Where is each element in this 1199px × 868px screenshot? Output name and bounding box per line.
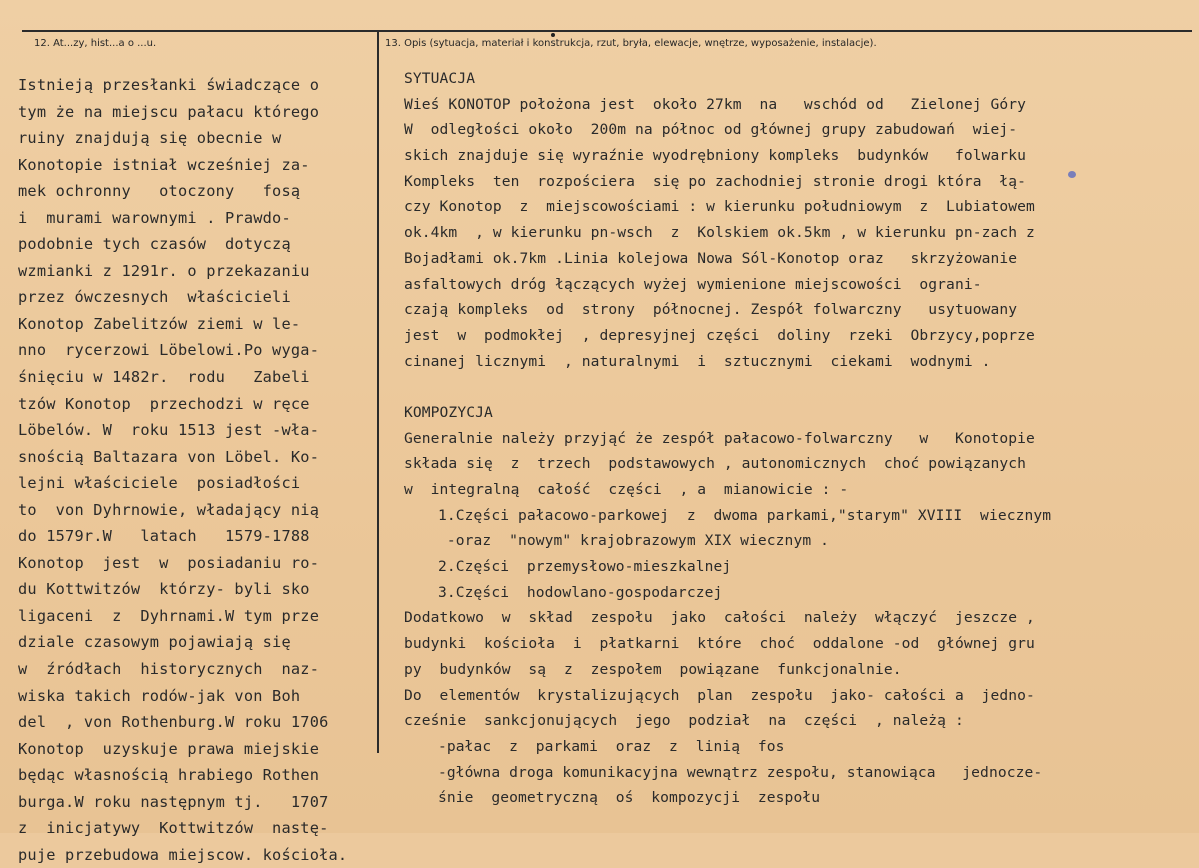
history-line: z inicjatywy Kottwitzów nastę- — [18, 819, 329, 838]
situation-line: czają kompleks od strony północnej. Zespół folwarczny usytuowany — [404, 301, 1018, 319]
part-item: 1.Części pałacowo-parkowej z dwoma parkami,"starym" XVIII wiecznym — [438, 506, 1052, 524]
field-13-header: 13. Opis (sytuacja, materiał i konstrukcja, rzut, bryła, elewacje, wnętrze, wyposażenie, instalacje). — [385, 38, 877, 49]
history-line: puje przebudowa miejscow. kościoła. — [18, 845, 348, 864]
extra-line: py budynków są z zespołem powiązane funkcjonalnie. — [404, 660, 902, 678]
composition-heading: KOMPOZYCJA — [404, 403, 493, 421]
situation-line: W odległości około 200m na północ od głównej grupy zabudowań wiej- — [404, 121, 1018, 139]
history-line: Istnieją przesłanki świadczące o — [18, 76, 320, 94]
element-item: śnie geometryczną oś kompozycji zespołu — [438, 789, 821, 807]
history-line: wzmianki z 1291r. o przekazaniu — [18, 261, 310, 280]
history-line: i murami warownymi . Prawdo- — [18, 208, 291, 227]
situation-line: skich znajduje się wyraźnie wyodrębniony kompleks budynków folwarku — [404, 147, 1027, 165]
situation-line: Bojadłami ok.7km .Linia kolejowa Nowa Sól-Konotop oraz skrzyżowanie — [404, 249, 1018, 267]
extra-line: cześnie sankcjonujących jego podział na części , należą : — [404, 712, 964, 730]
situation-line: cinanej licznymi , naturalnymi i sztucznymi ciekami wodnymi . — [404, 352, 991, 370]
history-line: del , von Rothenburg.W roku 1706 — [18, 713, 329, 732]
section-gap — [404, 374, 1194, 400]
ink-dot — [551, 33, 555, 37]
history-line: Konotop Zabelitzów ziemi w le- — [18, 314, 301, 333]
history-line: do 1579r.W latach 1579-1788 — [18, 527, 310, 546]
history-line: tzów Konotop przechodzi w ręce — [18, 394, 310, 413]
history-line: lejni właściciele posiadłości — [18, 474, 301, 493]
history-line: tym że na miejscu pałacu którego — [18, 102, 320, 121]
history-line: mek ochronny otoczony fosą — [18, 182, 301, 201]
history-line: w źródłach historycznych naz- — [18, 660, 320, 679]
part-item: -oraz "nowym" krajobrazowym XIX wiecznym . — [438, 532, 829, 550]
top-rule — [22, 30, 1192, 32]
situation-line: Wieś KONOTOP położona jest około 27km na wschód od Zielonej Góry — [404, 95, 1027, 113]
history-line: Löbelów. W roku 1513 jest -wła- — [18, 421, 320, 440]
history-line: burga.W roku następnym tj. 1707 — [18, 792, 329, 811]
history-line: snością Baltazara von Löbel. Ko- — [18, 447, 320, 466]
history-line: du Kottwitzów którzy- byli sko — [18, 580, 310, 599]
situation-line: asfaltowych dróg łączących wyżej wymienione miejscowości ograni- — [404, 275, 982, 293]
situation-line: Kompleks ten rozpościera się po zachodniej stronie drogi która łą- — [404, 172, 1027, 190]
history-line: ruiny znajdują się obecnie w — [18, 129, 282, 148]
history-line: nno rycerzowi Löbelowi.Po wyga- — [18, 341, 320, 360]
column-divider — [377, 31, 379, 753]
history-line: ligaceni z Dyhrnami.W tym prze — [18, 606, 320, 625]
history-line: śnięciu w 1482r. rodu Zabeli — [18, 368, 310, 387]
history-line: podobnie tych czasów dotyczą — [18, 235, 291, 254]
composition-line: Generalnie należy przyjąć że zespół pałacowo-folwarczny w Konotopie — [404, 429, 1035, 447]
history-line: będąc własnością hrabiego Rothen — [18, 766, 320, 785]
extra-line: budynki kościoła i płatkarni które choć oddalone -od głównej gru — [404, 635, 1035, 653]
history-line: Konotop jest w posiadaniu ro- — [18, 553, 320, 572]
extra-line: Dodatkowo w skład zespołu jako całości należy włączyć jeszcze , — [404, 609, 1035, 627]
history-line: Konotop uzyskuje prawa miejskie — [18, 739, 320, 758]
extra-line: Do elementów krystalizujących plan zespołu jako- całości a jedno- — [404, 686, 1035, 704]
history-column — [18, 72, 374, 868]
history-line: Konotopie istniał wcześniej za- — [18, 155, 310, 174]
history-line: dziale czasowym pojawiają się — [18, 633, 291, 652]
composition-line: składa się z trzech podstawowych , autonomicznych choć powiązanych — [404, 455, 1027, 473]
history-line: to von Dyhrnowie, władający nią — [18, 500, 320, 519]
element-item: -pałac z parkami oraz z linią fos — [438, 737, 785, 755]
part-item: 2.Części przemysłowo-mieszkalnej — [438, 558, 732, 576]
history-line: przez ówczesnych właścicieli — [18, 288, 291, 307]
situation-line: czy Konotop z miejscowościami : w kierunku południowym z Lubiatowem — [404, 198, 1035, 216]
description-column — [404, 66, 1194, 811]
element-item: -główna droga komunikacyjna wewnątrz zespołu, stanowiąca jednocze- — [438, 763, 1043, 781]
composition-line: w integralną całość części , a mianowicie : - — [404, 481, 849, 498]
part-item: 3.Części hodowlano-gospodarczej — [438, 583, 723, 601]
field-12-header: 12. At...zy, hist...a o ...u. — [34, 38, 157, 49]
situation-line: jest w podmokłej , depresyjnej części doliny rzeki Obrzycy,poprze — [404, 326, 1035, 344]
history-line: wiska takich rodów-jak von Boh — [18, 686, 301, 705]
situation-line: ok.4km , w kierunku pn-wsch z Kolskiem ok.5km , w kierunku pn-zach z — [404, 224, 1035, 242]
blue-ink-mark — [1068, 171, 1076, 178]
situation-heading: SYTUACJA — [404, 70, 476, 87]
